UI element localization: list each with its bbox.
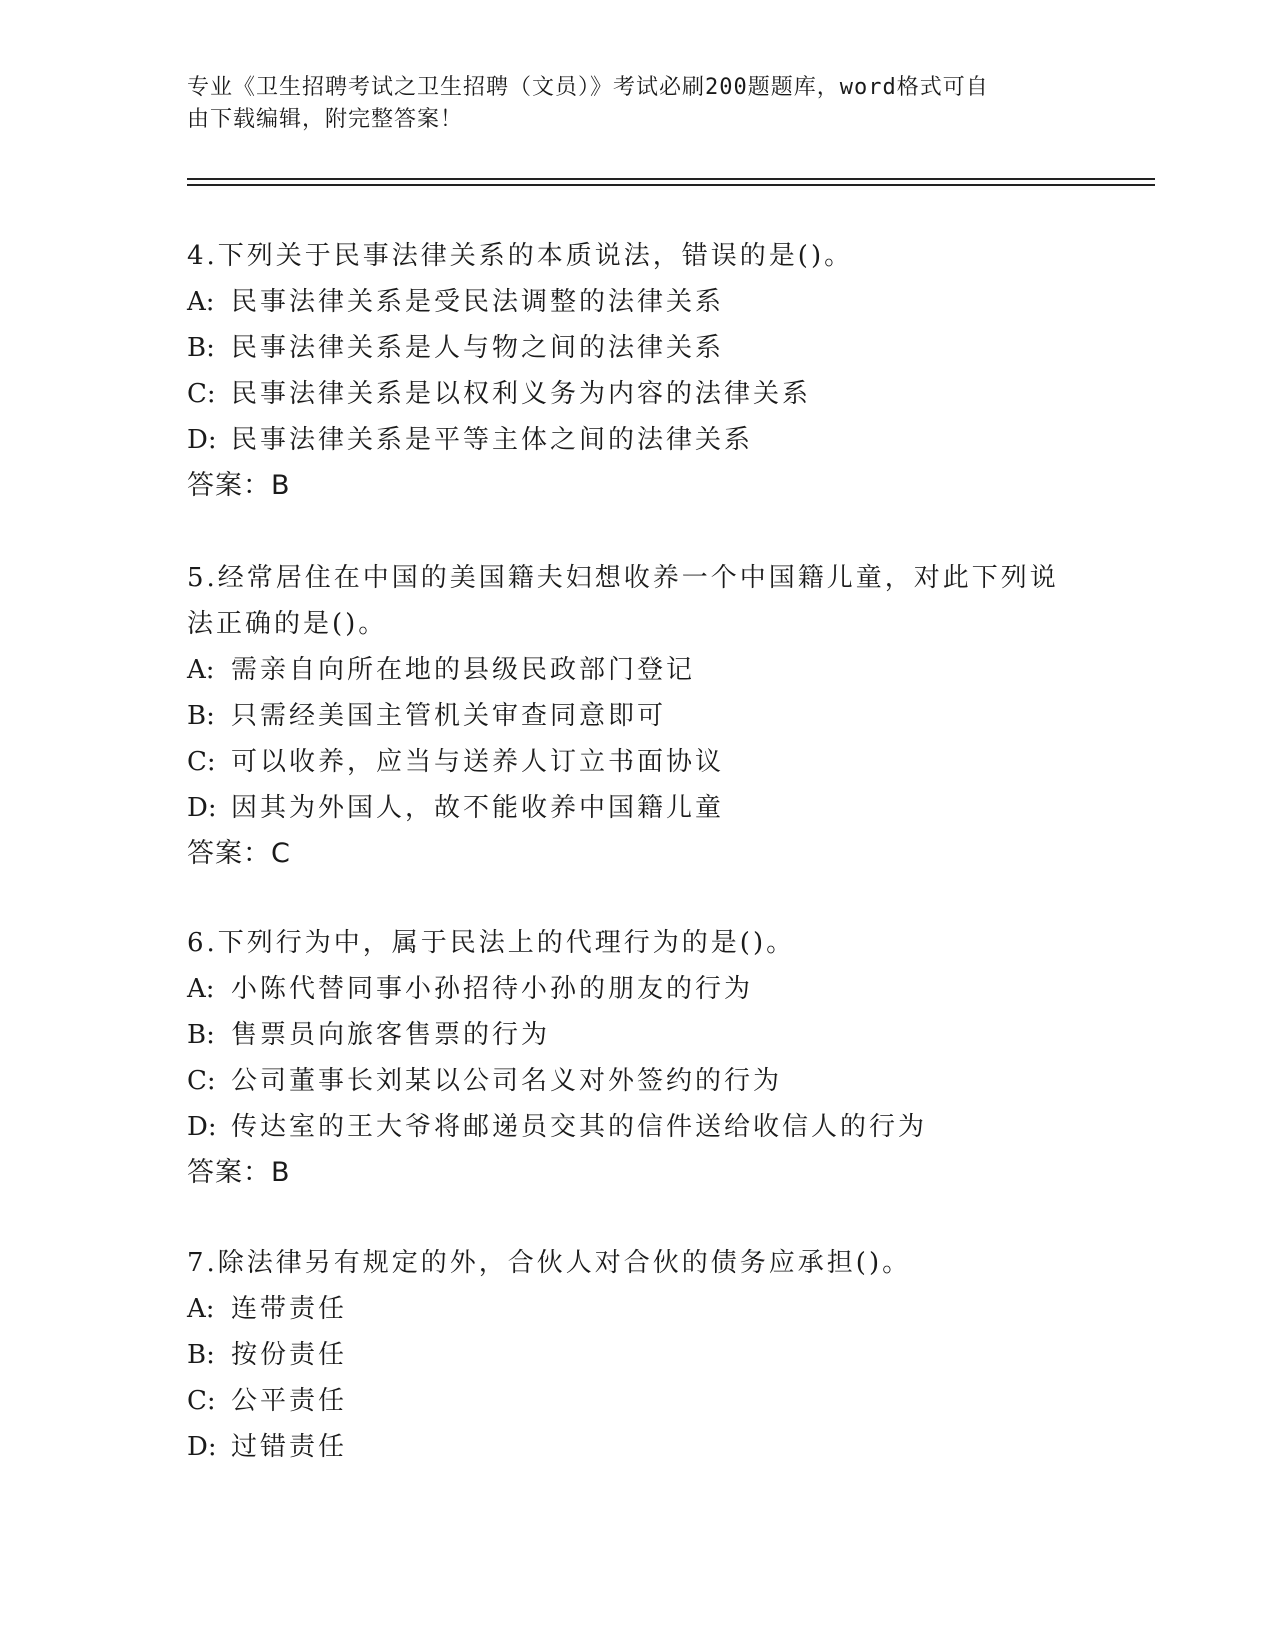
answer-label: 答案：C [187, 838, 291, 869]
option-letter: D: [187, 1432, 217, 1462]
question-stem: 7.除法律另有规定的外，合伙人对合伙的债务应承担()。 [187, 1248, 912, 1278]
option-text: 过错责任 [231, 1432, 348, 1462]
option-text: 民事法律关系是平等主体之间的法律关系 [231, 425, 754, 455]
question-6 [187, 920, 1087, 1196]
option-text: 售票员向旅客售票的行为 [231, 1020, 551, 1050]
option-d [187, 417, 1087, 463]
option-a [187, 1286, 1087, 1332]
option-b [187, 325, 1087, 371]
option-b [187, 1332, 1087, 1378]
option-letter: C: [187, 1386, 216, 1416]
header-rule-top [187, 178, 1155, 180]
header-rule-bottom [187, 184, 1155, 186]
option-d [187, 1424, 1087, 1470]
option-letter: B: [187, 333, 215, 363]
option-c [187, 371, 1087, 417]
option-text: 传达室的王大爷将邮递员交其的信件送给收信人的行为 [231, 1112, 928, 1142]
option-text: 小陈代替同事小孙招待小孙的朋友的行为 [231, 974, 754, 1004]
header-line-1: 专业《卫生招聘考试之卫生招聘（文员）》考试必刷200题题库，word格式可自 [187, 75, 989, 100]
option-text: 民事法律关系是人与物之间的法律关系 [231, 333, 725, 363]
option-a [187, 647, 1087, 693]
option-c [187, 739, 1087, 785]
option-d [187, 1104, 1087, 1150]
option-text: 连带责任 [231, 1294, 348, 1324]
option-text: 只需经美国主管机关审查同意即可 [231, 701, 667, 731]
option-a [187, 279, 1087, 325]
question-stem: 6.下列行为中，属于民法上的代理行为的是()。 [187, 928, 796, 958]
option-letter: D: [187, 1112, 217, 1142]
option-b [187, 693, 1087, 739]
option-text: 民事法律关系是受民法调整的法律关系 [231, 287, 725, 317]
option-letter: C: [187, 1066, 216, 1096]
option-text: 民事法律关系是以权利义务为内容的法律关系 [231, 379, 812, 409]
option-a [187, 966, 1087, 1012]
question-4 [187, 233, 1087, 509]
answer-label: 答案：B [187, 1157, 291, 1188]
option-d [187, 785, 1087, 831]
option-text: 按份责任 [231, 1340, 348, 1370]
answer-label: 答案：B [187, 470, 291, 501]
option-letter: A: [187, 1294, 215, 1324]
option-letter: B: [187, 1340, 215, 1370]
question-7 [187, 1240, 1087, 1470]
option-letter: B: [187, 701, 215, 731]
option-letter: A: [187, 287, 215, 317]
option-text: 公司董事长刘某以公司名义对外签约的行为 [231, 1066, 783, 1096]
option-letter: A: [187, 655, 215, 685]
option-c [187, 1378, 1087, 1424]
option-letter: C: [187, 747, 216, 777]
header-line-2: 由下载编辑，附完整答案！ [187, 107, 464, 132]
option-c [187, 1058, 1087, 1104]
option-text: 需亲自向所在地的县级民政部门登记 [231, 655, 696, 685]
option-letter: D: [187, 425, 217, 455]
option-letter: A: [187, 974, 215, 1004]
option-text: 可以收养，应当与送养人订立书面协议 [231, 747, 725, 777]
document-header [187, 72, 1067, 136]
question-stem-line-1: 5.经常居住在中国的美国籍夫妇想收养一个中国籍儿童，对此下列说 [187, 563, 1059, 593]
option-letter: B: [187, 1020, 215, 1050]
option-text: 因其为外国人，故不能收养中国籍儿童 [231, 793, 725, 823]
option-text: 公平责任 [231, 1386, 348, 1416]
option-letter: D: [187, 793, 217, 823]
question-stem-line-2: 法正确的是()。 [187, 609, 388, 639]
question-stem: 4.下列关于民事法律关系的本质说法，错误的是()。 [187, 241, 854, 271]
option-b [187, 1012, 1087, 1058]
option-letter: C: [187, 379, 216, 409]
question-5 [187, 555, 1087, 877]
